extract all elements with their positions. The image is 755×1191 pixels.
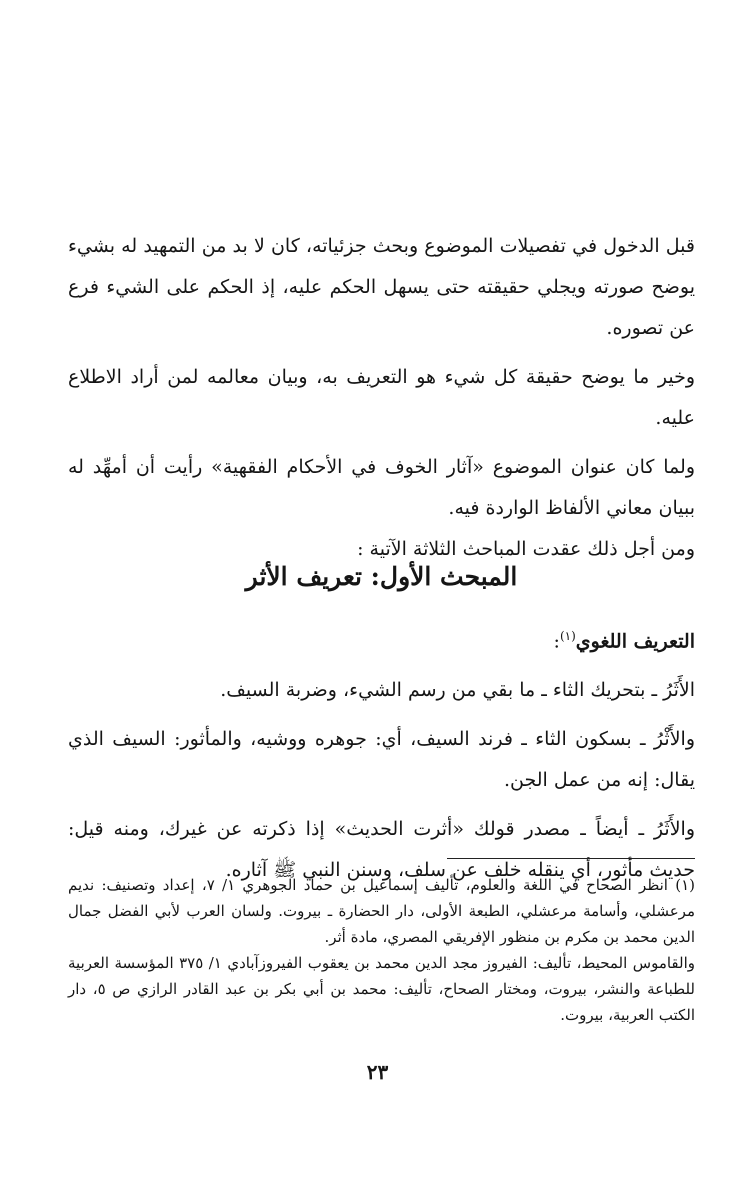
intro-section	[68, 226, 695, 570]
footnote-reference: (١)	[559, 629, 576, 643]
section-heading: المبحث الأول: تعريف الأثر	[245, 562, 518, 591]
footnote-separator	[447, 858, 695, 859]
intro-paragraph-3: ولما كان عنوان الموضوع «آثار الخوف في الأحكام الفقهية» رأيت أن أمهِّد له ببيان معاني الألفاظ الواردة فيه.	[68, 456, 695, 519]
subheading-label: التعريف اللغوي	[575, 630, 695, 653]
footnotes	[68, 872, 695, 1028]
page-number: ٢٣	[366, 1060, 389, 1084]
subheading-colon: :	[553, 630, 560, 653]
definition-section	[68, 616, 695, 891]
linguistic-definition-subheading	[68, 616, 695, 662]
footnote-1: (١) انظر الصحاح في اللغة والعلوم، تأليف إسماعيل بن حماد الجوهري ١/ ٧، إعداد وتصنيف: نديم مرعشلي، وأسامة مرعشلي، الطبعة الأولى، دار الحضارة ـ بيروت. ولسان العرب لأبي الفضل جمال الدين محمد بن مكرم بن منظور الإفريقي المصري، مادة أثر.	[68, 876, 695, 946]
intro-paragraph-1: قبل الدخول في تفصيلات الموضوع وبحث جزئياته، كان لا بد من التمهيد له بشيء يوضح صورته ويجلي حقيقته حتى يسهل الحكم عليه، إذ الحكم على الشيء فرع عن تصوره.	[68, 235, 695, 339]
intro-paragraph-2: وخير ما يوضح حقيقة كل شيء هو التعريف به، وبيان معالمه لمن أراد الاطلاع عليه.	[68, 366, 695, 429]
definition-paragraph-3: والأَثَرُ ـ أيضاً ـ مصدر قولك «أثرت الحديث» إذا ذكرته عن غيرك، ومنه قيل: حديث مأثور، أي ينقله خلف عن سلف، وسنن النبي ﷺ آثاره.	[68, 818, 695, 882]
intro-paragraph-4: ومن أجل ذلك عقدت المباحث الثلاثة الآتية :	[357, 538, 695, 560]
definition-paragraph-1: الأَثَرُ ـ بتحريك الثاء ـ ما بقي من رسم الشيء، وضربة السيف.	[220, 679, 695, 702]
definition-paragraph-2: والأَثْرُ ـ بسكون الثاء ـ فرند السيف، أي: جوهره ووشيه، والمأثور: السيف الذي يقال: إنه من عمل الجن.	[68, 728, 695, 792]
footnote-1-continued: والقاموس المحيط، تأليف: الفيروز مجد الدين محمد بن يعقوب الفيروزآبادي ١/ ٣٧٥ المؤسسة العربية للطباعة والنشر، بيروت، ومختار الصحاح، تأليف: محمد بن أبي بكر بن عبد القادر الرازي ص ٥، دار الكتب العربية، بيروت.	[68, 954, 696, 1024]
